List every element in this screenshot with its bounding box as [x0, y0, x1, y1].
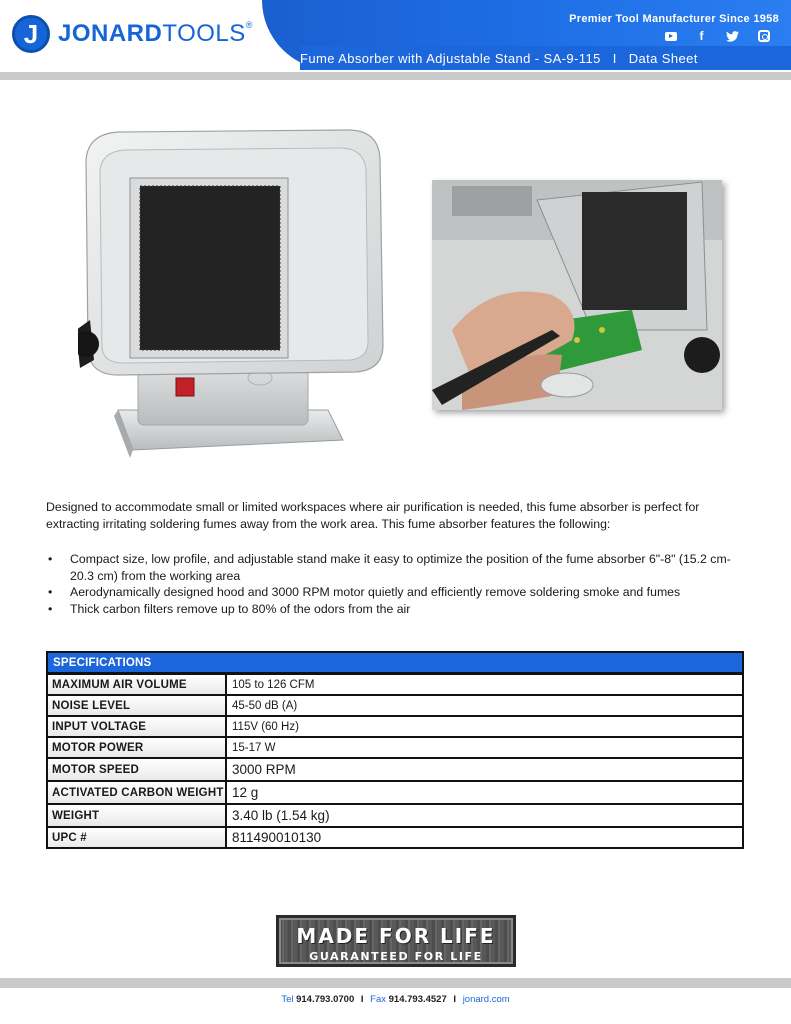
- fax-number: 914.793.4527: [388, 994, 447, 1005]
- doc-type-label: Data Sheet: [628, 51, 698, 66]
- header-tagline: Premier Tool Manufacturer Since 1958: [569, 13, 779, 25]
- registered-mark: ®: [245, 20, 253, 30]
- spec-label: MOTOR POWER: [48, 738, 227, 757]
- footer-divider: [0, 978, 791, 988]
- twitter-icon[interactable]: [717, 28, 748, 44]
- youtube-icon[interactable]: [655, 28, 686, 44]
- spec-label: NOISE LEVEL: [48, 696, 227, 715]
- tel-number[interactable]: 914.793.0700: [296, 994, 355, 1005]
- spec-row: [48, 826, 742, 847]
- spec-row: [48, 803, 742, 826]
- jonard-logo[interactable]: [12, 14, 253, 54]
- feature-item: • Aerodynamically designed hood and 3000 RPM motor quietly and efficiently remove soldering smoke and fumes: [46, 584, 746, 601]
- header-divider: [0, 72, 791, 80]
- spec-value: 12 g: [227, 782, 742, 803]
- feature-item: • Thick carbon filters remove up to 80% of the odors from the air: [46, 601, 746, 618]
- spec-label: ACTIVATED CARBON WEIGHT: [48, 782, 227, 803]
- footer-separator: I: [453, 994, 457, 1005]
- product-title: Fume Absorber with Adjustable Stand - SA-9-115: [300, 51, 601, 66]
- badge-subtitle: GUARANTEED FOR LIFE: [309, 950, 483, 963]
- spec-value: 3.40 lb (1.54 kg): [227, 805, 742, 826]
- spec-row: [48, 715, 742, 736]
- spec-value: 45-50 dB (A): [227, 696, 742, 715]
- badge-title: MADE FOR LIFE: [296, 924, 496, 948]
- spec-label: UPC #: [48, 828, 227, 847]
- document-title-bar: [300, 51, 698, 66]
- spec-row: [48, 780, 742, 803]
- spec-value: 811490010130: [227, 828, 742, 847]
- logo-mark-icon: J: [12, 15, 50, 53]
- title-separator: I: [612, 51, 617, 66]
- tel-label: Tel: [281, 994, 294, 1005]
- in-use-photo: [432, 180, 722, 410]
- spec-value: 3000 RPM: [227, 759, 742, 780]
- feature-list: [46, 551, 746, 617]
- logo-brand-bold: JONARD: [58, 20, 163, 47]
- spec-value: 115V (60 Hz): [227, 717, 742, 736]
- spec-row: [48, 673, 742, 694]
- spec-row: [48, 736, 742, 757]
- logo-brand-light: TOOLS: [162, 20, 246, 47]
- spec-label: WEIGHT: [48, 805, 227, 826]
- page-footer: [0, 994, 791, 1005]
- spec-value: 15-17 W: [227, 738, 742, 757]
- spec-label: MAXIMUM AIR VOLUME: [48, 675, 227, 694]
- page-header: [0, 0, 791, 72]
- spec-row: [48, 694, 742, 715]
- instagram-icon[interactable]: [748, 28, 779, 44]
- spec-label: MOTOR SPEED: [48, 759, 227, 780]
- website-link[interactable]: jonard.com: [462, 994, 510, 1005]
- social-links: [655, 28, 779, 44]
- feature-item: • Compact size, low profile, and adjustable stand make it easy to optimize the position of the fume absorber 6"-8" (15.2 cm-20.3 cm) from the working area: [46, 551, 746, 584]
- made-for-life-badge: [276, 915, 516, 967]
- fax-label: Fax: [370, 994, 386, 1005]
- footer-separator: I: [360, 994, 364, 1005]
- specifications-heading: SPECIFICATIONS: [48, 653, 742, 673]
- spec-label: INPUT VOLTAGE: [48, 717, 227, 736]
- product-image: [78, 120, 408, 465]
- spec-row: [48, 757, 742, 780]
- logo-wordmark: [58, 20, 253, 48]
- product-description: Designed to accommodate small or limited workspaces where air purification is needed, this fume absorber is perfect for extracting irritating soldering fumes away from the work area. This fume absorber features the following:: [46, 500, 700, 531]
- specifications-table: [46, 651, 744, 849]
- facebook-icon[interactable]: f: [699, 29, 704, 43]
- spec-value: 105 to 126 CFM: [227, 675, 742, 694]
